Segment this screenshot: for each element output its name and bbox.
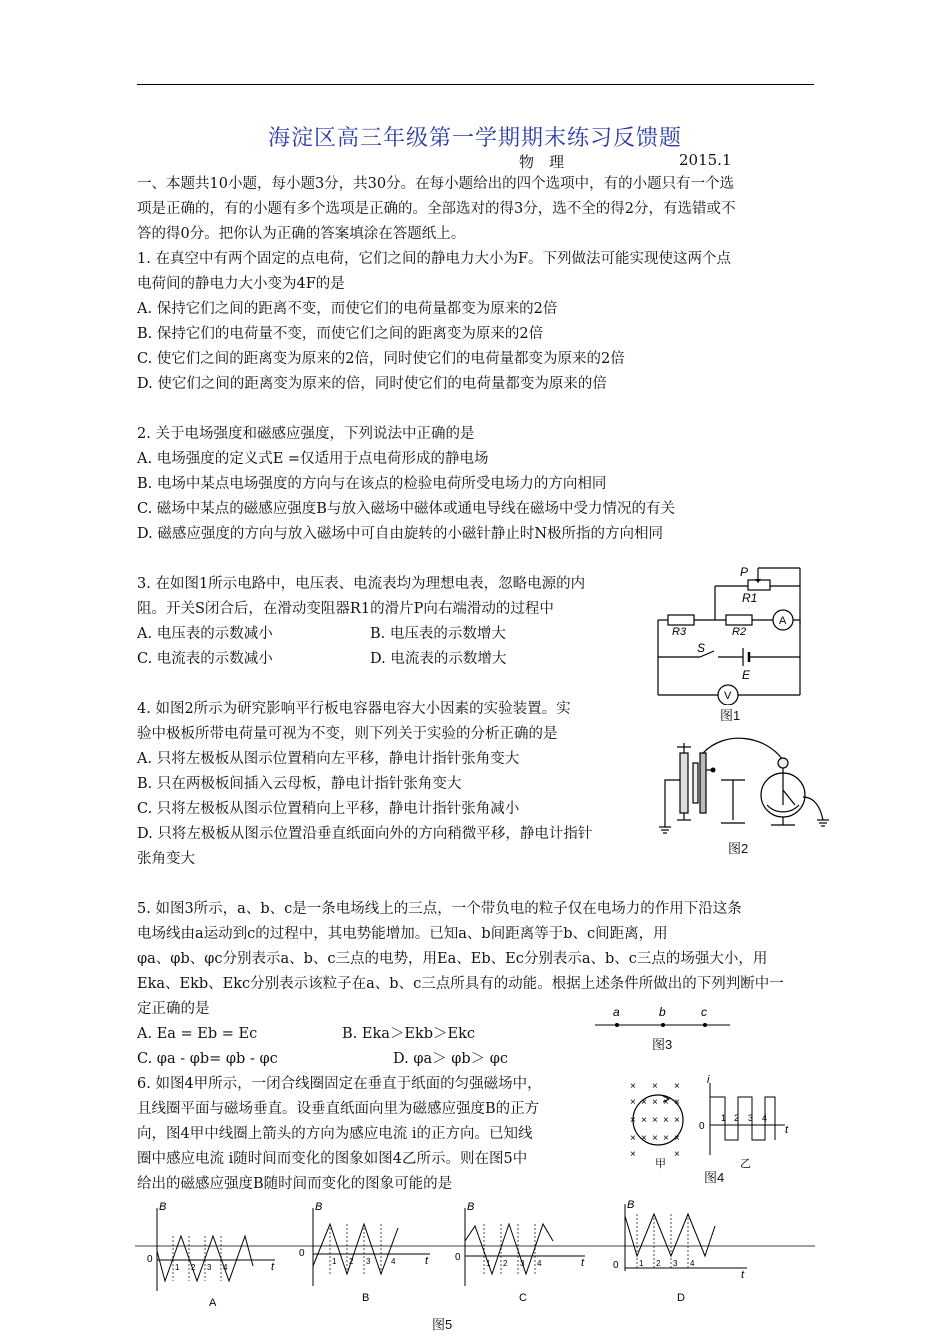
tick-label: 2 — [503, 1259, 508, 1268]
q4-option-d-cont: 张角变大 — [137, 851, 195, 867]
q1-option-c: C. 使它们之间的距离变为原来的2倍，同时使它们的电荷量都变为原来的2倍 — [137, 351, 625, 367]
q1-option-b: B. 保持它们的电荷量不变，而使它们之间的距离变为原来的2倍 — [137, 326, 544, 342]
point-c — [703, 1023, 707, 1027]
figure-3-field-line — [595, 1000, 735, 1035]
q4-option-b: B. 只在两极板间插入云母板，静电计指针张角变大 — [137, 776, 462, 792]
q3-option-a: A. 电压表的示数减小 — [137, 626, 273, 642]
graph-b-label: B — [362, 1292, 370, 1304]
tick-label: 3 — [673, 1259, 678, 1268]
svg-text:×: × — [674, 1081, 680, 1092]
q4-stem: 4. 如图2所示为研究影响平行板电容器电容大小因素的实验装置。实 — [137, 701, 571, 717]
q5-stem: 电场线由a运动到c的过程中，其电势能增加。已知a、b间距离等于b、c间距离，用 — [137, 926, 668, 942]
tick-label: 1 — [721, 1113, 727, 1123]
q5-stem: φa、φb、φc分别表示a、b、c三点的电势，用Ea、Eb、Ec分别表示a、b、c三点的场强大小，用 — [137, 951, 768, 967]
tick-label: 3 — [520, 1259, 525, 1268]
q1-stem: 电荷间的静电力大小变为4F的是 — [137, 276, 345, 292]
graph-c-label: C — [519, 1292, 527, 1304]
label-s: S — [697, 641, 706, 655]
point-a — [615, 1023, 619, 1027]
graph-c-ylabel: B — [467, 1201, 475, 1213]
q1-option-a: A. 保持它们之间的距离不变，而使它们的电荷量都变为原来的2倍 — [137, 301, 558, 317]
exam-date: 2015.1 — [679, 151, 732, 169]
graph-d-ylabel: B — [627, 1199, 635, 1211]
tick-label: 3 — [207, 1263, 212, 1272]
top-rule — [137, 84, 814, 85]
tick-label: 2 — [191, 1263, 196, 1272]
svg-text:×: × — [641, 1115, 647, 1126]
graph-a-label: A — [209, 1297, 217, 1309]
q6-stem: 给出的磁感应强度B随时间而变化的图象可能的是 — [137, 1176, 453, 1192]
ammeter-label: A — [779, 615, 787, 627]
figure-4-left-coil — [630, 1081, 683, 1160]
graph-c-origin: 0 — [455, 1252, 461, 1263]
q5-stem: Eka、Ekb、Ekc分别表示该粒子在a、b、c三点所具有的动能。根据上述条件所做出的下列判断中一 — [137, 976, 784, 992]
label-p: P — [740, 565, 749, 579]
q1-stem: 1. 在真空中有两个固定的点电荷，它们之间的静电力大小为F。下列做法可能实现使这两个点 — [137, 251, 732, 267]
svg-text:×: × — [630, 1115, 636, 1126]
figure-4-xlabel: t — [785, 1124, 789, 1136]
intro-line: 答的得0分。把你认为正确的答案填涂在答题纸上。 — [137, 226, 466, 242]
figure-5-graphs — [135, 1196, 815, 1314]
figure-3-caption: 图3 — [652, 1037, 673, 1052]
q3-stem: 阻。开关S闭合后，在滑动变阻器R1的滑片P向右端滑动的过程中 — [137, 601, 554, 617]
hand-icon — [711, 768, 716, 773]
page-title: 海淀区高三年级第一学期期末练习反馈题 — [267, 126, 682, 151]
svg-text:×: × — [674, 1149, 680, 1160]
point-b-label: b — [659, 1005, 666, 1019]
q5-option-b: B. Eka＞Ekb＞Ekc — [342, 1026, 476, 1042]
q3-option-b: B. 电压表的示数增大 — [370, 626, 506, 642]
q2-option-a: A. 电场强度的定义式E =仅适用于点电荷形成的静电场 — [137, 451, 489, 467]
svg-text:×: × — [630, 1133, 636, 1144]
q6-stem: 圈中感应电流 i随时间而变化的图象如图4乙所示。则在图5中 — [137, 1151, 528, 1167]
graph-a-ylabel: B — [159, 1201, 167, 1213]
svg-text:×: × — [652, 1081, 658, 1092]
q5-stem: 定正确的是 — [137, 1001, 210, 1017]
tick-label: 1 — [486, 1259, 491, 1268]
svg-text:×: × — [663, 1097, 669, 1108]
label-r2: R2 — [732, 626, 747, 638]
svg-text:×: × — [674, 1133, 680, 1144]
svg-text:×: × — [652, 1115, 658, 1126]
svg-text:×: × — [641, 1133, 647, 1144]
graph-b-ylabel: B — [315, 1201, 323, 1213]
point-a-label: a — [613, 1005, 620, 1019]
graph-a-xlabel: t — [271, 1261, 275, 1273]
slider-arrow-icon — [755, 579, 761, 583]
q5-option-c: C. φa - φb= φb - φc — [137, 1051, 278, 1067]
intro-line: 项是正确的，有的小题有多个选项是正确的。全部选对的得3分，选不全的得2分，有选错或不 — [137, 201, 736, 217]
svg-text:×: × — [630, 1097, 636, 1108]
figure-4-origin: 0 — [699, 1121, 705, 1132]
svg-text:×: × — [641, 1097, 647, 1108]
q4-option-d: D. 只将左极板从图示位置沿垂直纸面向外的方向稍微平移，静电计指针 — [137, 826, 593, 842]
tick-label: 4 — [223, 1263, 228, 1272]
tick-label: 1 — [175, 1263, 180, 1272]
figure-5-caption: 图5 — [432, 1317, 453, 1332]
graph-c-xlabel: t — [581, 1257, 585, 1269]
q2-option-c: C. 磁场中某点的磁感应强度B与放入磁场中磁体或通电导线在磁场中受力情况的有关 — [137, 501, 675, 517]
figure-4-right-label: 乙 — [740, 1158, 751, 1170]
graph-d-xlabel: t — [741, 1269, 745, 1281]
tick-label: 3 — [748, 1113, 754, 1123]
q6-stem: 6. 如图4甲所示，一闭合线圈固定在垂直于纸面的匀强磁场中， — [137, 1076, 542, 1092]
q5-option-a: A. Ea = Eb = Ec — [137, 1026, 258, 1042]
svg-text:×: × — [652, 1097, 658, 1108]
svg-text:×: × — [663, 1115, 669, 1126]
q4-option-a: A. 只将左极板从图示位置稍向左平移，静电计指针张角变大 — [137, 751, 520, 767]
figure-1-caption: 图1 — [720, 708, 741, 723]
tick-label: 4 — [690, 1259, 695, 1268]
graph-d-label: D — [677, 1292, 685, 1304]
point-c-label: c — [701, 1005, 707, 1019]
graph-b-origin: 0 — [299, 1248, 305, 1259]
q3-option-d: D. 电流表的示数增大 — [370, 651, 507, 667]
label-r1: R1 — [742, 591, 758, 605]
tick-label: 4 — [537, 1259, 542, 1268]
q6-stem: 向，图4甲中线圈上箭头的方向为感应电流 i的正方向。已知线 — [137, 1126, 533, 1142]
figure-2-apparatus — [655, 735, 835, 835]
q3-option-c: C. 电流表的示数减小 — [137, 651, 273, 667]
q3-stem: 3. 在如图1所示电路中，电压表、电流表均为理想电表，忽略电源的内 — [137, 576, 586, 592]
q2-option-d: D. 磁感应强度的方向与放入磁场中可自由旋转的小磁针静止时N极所指的方向相同 — [137, 526, 664, 542]
tick-label: 2 — [349, 1257, 354, 1266]
q1-option-d: D. 使它们之间的距离变为原来的倍，同时使它们的电荷量都变为原来的倍 — [137, 376, 607, 392]
svg-text:×: × — [630, 1149, 636, 1160]
figure-4-caption: 图4 — [704, 1170, 725, 1185]
label-e: E — [742, 668, 751, 682]
q4-option-c: C. 只将左极板从图示位置稍向上平移，静电计指针张角减小 — [137, 801, 520, 817]
figure-4-ylabel: i — [707, 1075, 710, 1086]
tick-label: 4 — [391, 1257, 396, 1266]
svg-text:×: × — [652, 1133, 658, 1144]
q5-option-d: D. φa＞ φb＞ φc — [393, 1051, 509, 1067]
figure-4 — [625, 1075, 795, 1170]
q2-stem: 2. 关于电场强度和磁感应强度，下列说法中正确的是 — [137, 426, 475, 442]
tick-label: 4 — [762, 1113, 768, 1123]
graph-b-xlabel: t — [425, 1255, 429, 1267]
tick-label: 2 — [734, 1113, 740, 1123]
svg-text:×: × — [674, 1097, 680, 1108]
q4-stem: 验中极板所带电荷量可视为不变，则下列关于实验的分析正确的是 — [137, 726, 558, 742]
voltmeter-label: V — [724, 690, 732, 702]
label-r3: R3 — [672, 626, 687, 638]
q6-stem: 且线圈平面与磁场垂直。设垂直纸面向里为磁感应强度B的正方 — [137, 1101, 540, 1117]
graph-a-origin: 0 — [147, 1254, 153, 1265]
svg-text:×: × — [674, 1115, 680, 1126]
graph-d-origin: 0 — [613, 1260, 619, 1271]
tick-label: 1 — [332, 1257, 337, 1266]
q2-option-b: B. 电场中某点电场强度的方向与在该点的检验电荷所受电场力的方向相同 — [137, 476, 607, 492]
tick-label: 3 — [366, 1257, 371, 1266]
tick-label: 2 — [656, 1259, 661, 1268]
figure-2-caption: 图2 — [728, 841, 749, 856]
figure-4-left-label: 甲 — [655, 1158, 666, 1170]
intro-line: 一、本题共10小题，每小题3分，共30分。在每小题给出的四个选项中，有的小题只有一个选 — [137, 176, 735, 192]
q5-stem: 5. 如图3所示，a、b、c是一条电场线上的三点，一个带负电的粒子仅在电场力的作用下沿这条 — [137, 901, 742, 917]
subject-label: 物 理 — [519, 153, 565, 171]
figure-1-circuit — [650, 560, 810, 705]
svg-text:×: × — [663, 1133, 669, 1144]
svg-text:×: × — [630, 1081, 636, 1092]
tick-label: 1 — [639, 1259, 644, 1268]
point-b — [661, 1023, 665, 1027]
